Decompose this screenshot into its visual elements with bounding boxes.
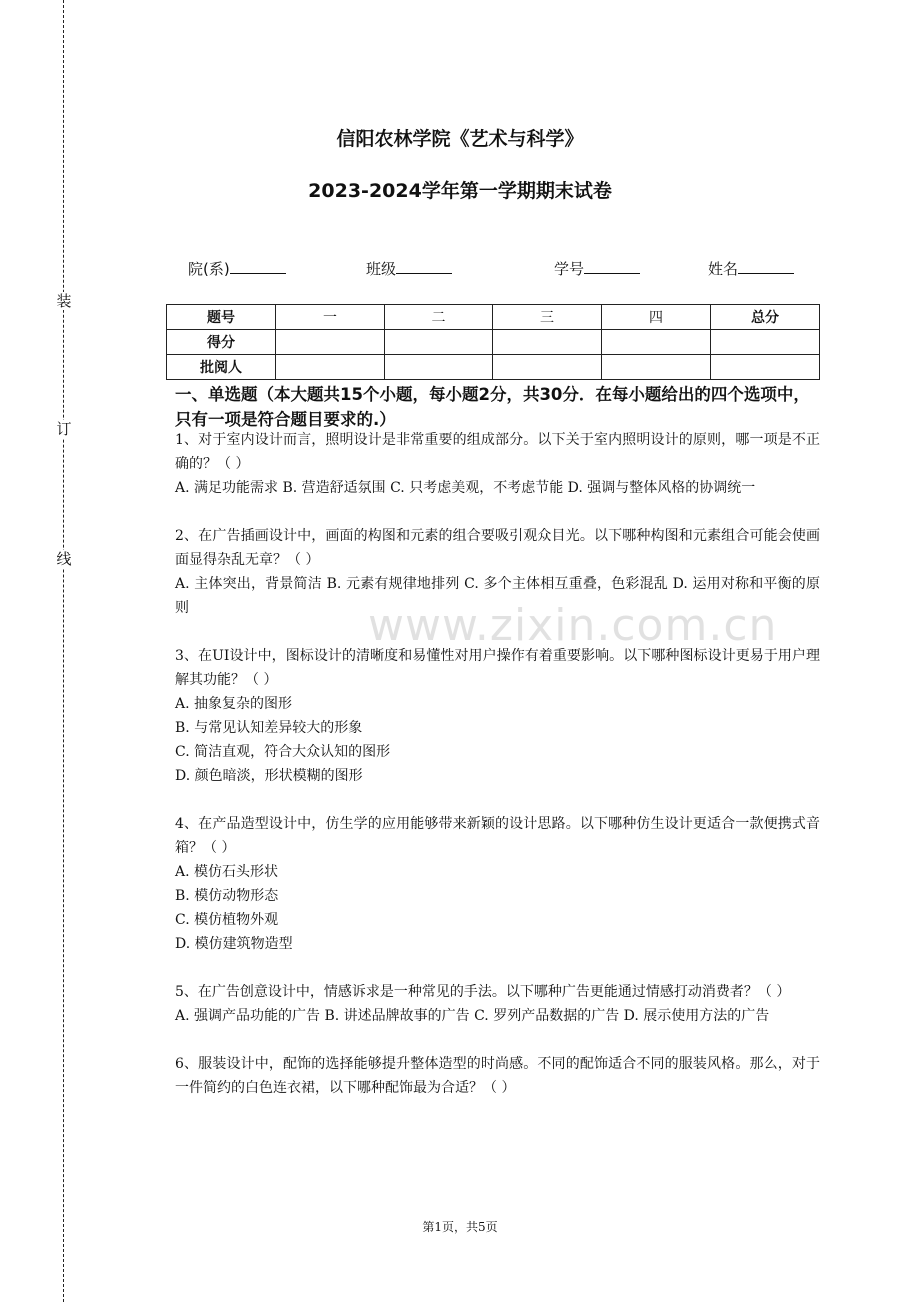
question-item <box>175 812 820 956</box>
header-cell-1: 一 <box>276 305 385 330</box>
question-option: A. 模仿石头形状 <box>175 864 279 880</box>
binding-char-xian: 线 <box>56 550 72 568</box>
score-table-header-row <box>167 305 820 330</box>
question-list <box>175 428 820 1124</box>
reviewer-cell[interactable] <box>493 355 602 380</box>
header-cell-3: 三 <box>493 305 602 330</box>
question-stem: 1、对于室内设计而言，照明设计是非常重要的组成部分。以下关于室内照明设计的原则，哪一项是不正确的？（ ） <box>175 432 820 472</box>
reviewer-cell[interactable] <box>276 355 385 380</box>
header-cell-2: 二 <box>385 305 493 330</box>
score-cell[interactable] <box>711 330 820 355</box>
score-row-label: 得分 <box>167 330 276 355</box>
section-heading: 一、单选题（本大题共15个小题，每小题2分，共30分．在每小题给出的四个选项中，只有一项是符合题目要求的.） <box>175 385 810 429</box>
reviewer-row-label: 批阅人 <box>167 355 276 380</box>
header-cell-total: 总分 <box>711 305 820 330</box>
exam-title-line2: 2023-2024学年第一学期期末试卷 <box>308 180 612 202</box>
question-option: A. 抽象复杂的图形 <box>175 696 293 712</box>
question-options: A. 强调产品功能的广告 B. 讲述品牌故事的广告 C. 罗列产品数据的广告 D. 展示使用方法的广告 <box>175 1008 770 1024</box>
question-stem: 3、在UI设计中，图标设计的清晰度和易懂性对用户操作有着重要影响。以下哪种图标设计更易于用户理解其功能？（ ） <box>175 648 820 688</box>
score-cell[interactable] <box>385 330 493 355</box>
question-item <box>175 644 820 788</box>
question-option: D. 颜色暗淡，形状模糊的图形 <box>175 768 363 784</box>
score-cell[interactable] <box>276 330 385 355</box>
question-option: C. 模仿植物外观 <box>175 912 279 928</box>
question-option: B. 模仿动物形态 <box>175 888 279 904</box>
score-row <box>167 330 820 355</box>
name-blank[interactable] <box>738 259 794 274</box>
score-cell[interactable] <box>493 330 602 355</box>
score-cell[interactable] <box>602 330 711 355</box>
question-stem: 5、在广告创意设计中，情感诉求是一种常见的手法。以下哪种广告更能通过情感打动消费者？（ ） <box>175 984 791 1000</box>
question-options: A. 主体突出，背景简洁 B. 元素有规律地排列 C. 多个主体相互重叠，色彩混乱 D. 运用对称和平衡的原则 <box>175 576 820 616</box>
question-item <box>175 524 820 620</box>
header-cell-4: 四 <box>602 305 711 330</box>
student-id-label: 学号 <box>554 260 585 278</box>
score-table <box>166 304 820 380</box>
question-option: D. 模仿建筑物造型 <box>175 936 293 952</box>
question-stem: 2、在广告插画设计中，画面的构图和元素的组合要吸引观众目光。以下哪种构图和元素组合可能会使画面显得杂乱无章？（ ） <box>175 528 820 568</box>
name-label: 姓名 <box>708 260 739 278</box>
page-footer: 第1页，共5页 <box>422 1220 498 1234</box>
header-cell-question-no: 题号 <box>167 305 276 330</box>
question-options: A. 满足功能需求 B. 营造舒适氛围 C. 只考虑美观，不考虑节能 D. 强调与整体风格的协调统一 <box>175 480 756 496</box>
reviewer-cell[interactable] <box>602 355 711 380</box>
class-blank[interactable] <box>396 259 452 274</box>
question-item <box>175 428 820 500</box>
question-item <box>175 980 820 1028</box>
student-id-blank[interactable] <box>584 259 640 274</box>
class-field <box>366 258 452 279</box>
reviewer-row <box>167 355 820 380</box>
student-id-field <box>554 258 640 279</box>
reviewer-cell[interactable] <box>385 355 493 380</box>
reviewer-cell[interactable] <box>711 355 820 380</box>
watermark: www.zixin.com.cn <box>368 600 778 651</box>
question-option: B. 与常见认知差异较大的形象 <box>175 720 363 736</box>
class-label: 班级 <box>366 260 397 278</box>
question-stem: 4、在产品造型设计中，仿生学的应用能够带来新颖的设计思路。以下哪种仿生设计更适合一款便携式音箱？（ ） <box>175 816 820 856</box>
dept-label: 院(系) <box>188 260 230 278</box>
exam-title-line1: 信阳农林学院《艺术与科学》 <box>336 128 584 150</box>
dept-blank[interactable] <box>230 259 286 274</box>
question-option: C. 简洁直观，符合大众认知的图形 <box>175 744 391 760</box>
question-item <box>175 1052 820 1100</box>
name-field <box>708 258 794 279</box>
binding-char-ding: 订 <box>56 420 72 438</box>
binding-char-zhuang: 装 <box>56 292 72 310</box>
question-stem: 6、服装设计中，配饰的选择能够提升整体造型的时尚感。不同的配饰适合不同的服装风格。那么，对于一件简约的白色连衣裙，以下哪种配饰最为合适？（ ） <box>175 1056 820 1096</box>
dept-field <box>188 258 286 279</box>
